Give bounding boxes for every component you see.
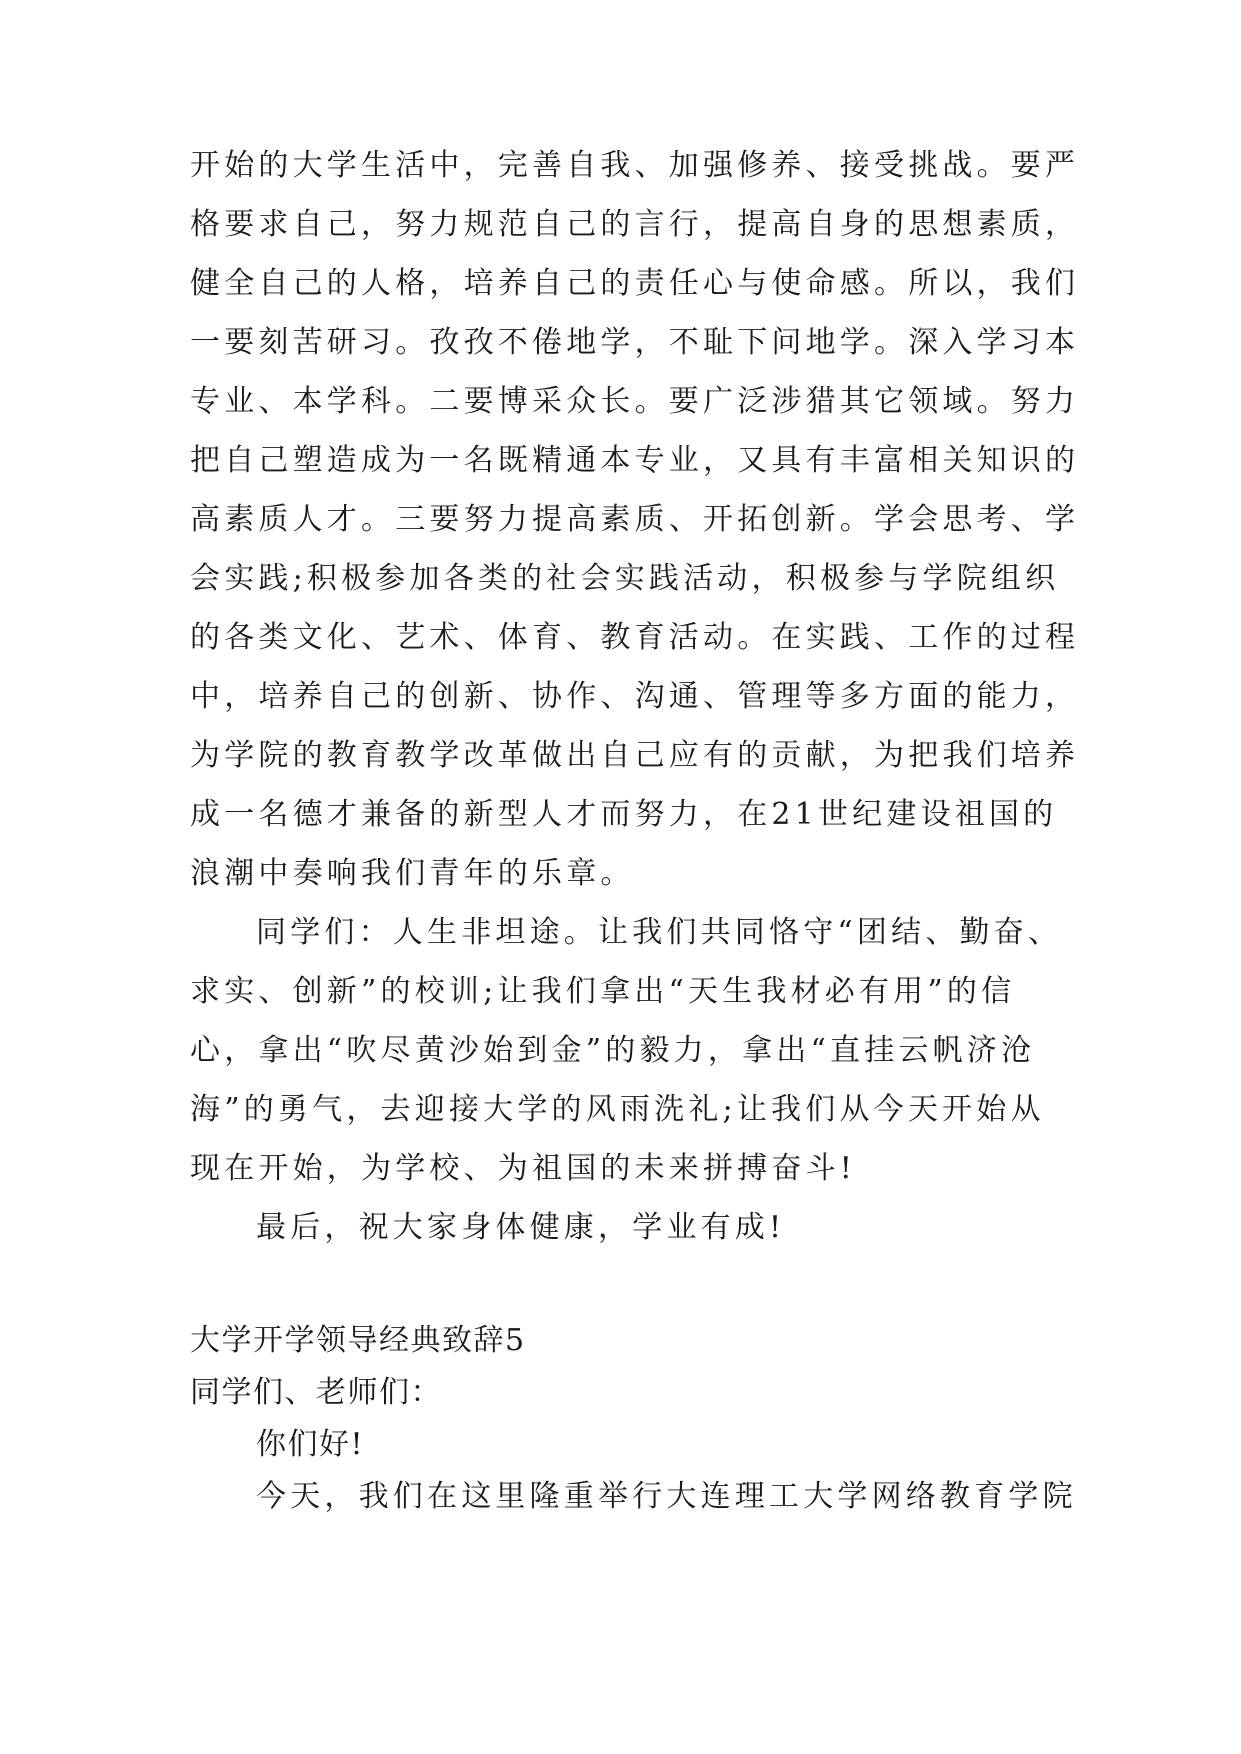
salutation: 同学们、老师们：	[190, 1375, 442, 1410]
text-line: 中，培养自己的创新、协作、沟通、管理等多方面的能力，	[190, 679, 1080, 714]
text-line: 为学院的教育教学改革做出自己应有的贡献，为把我们培养	[190, 738, 1080, 773]
body-paragraph-1	[190, 136, 1080, 903]
text-line: 同学们：人生非坦途。让我们共同恪守“团结、勤奋、	[256, 915, 1063, 950]
text-line: 的各类文化、艺术、体育、教育活动。在实践、工作的过程	[190, 620, 1080, 655]
text-line: 浪潮中奏响我们青年的乐章。	[190, 856, 635, 891]
next-speech-section	[190, 1315, 1077, 1523]
text-line: 成一名德才兼备的新型人才而努力，在21世纪建设祖国的	[190, 797, 1058, 832]
text-line: 求实、创新”的校训;让我们拿出“天生我材必有用”的信	[190, 974, 1016, 1009]
text-line: 把自己塑造成为一名既精通本专业，又具有丰富相关知识的	[190, 443, 1080, 478]
text-line: 现在开始，为学校、为祖国的未来拼搏奋斗!	[190, 1151, 857, 1186]
text-line: 会实践;积极参加各类的社会实践活动，积极参与学院组织	[190, 561, 1060, 596]
opening-line: 今天，我们在这里隆重举行大连理工大学网络教育学院	[256, 1479, 1077, 1514]
text-line: 心，拿出“吹尽黄沙始到金”的毅力，拿出“直挂云帆济沧	[190, 1033, 1036, 1068]
text-line: 健全自己的人格，培养自己的责任心与使命感。所以，我们	[190, 266, 1080, 301]
text-line: 海”的勇气，去迎接大学的风雨洗礼;让我们从今天开始从	[190, 1092, 1045, 1127]
text-line: 专业、本学科。二要博采众长。要广泛涉猎其它领域。努力	[190, 384, 1080, 419]
text-line: 一要刻苦研习。孜孜不倦地学，不耻下问地学。深入学习本	[190, 325, 1080, 360]
closing-line: 最后，祝大家身体健康，学业有成!	[256, 1210, 786, 1245]
text-line: 高素质人才。三要努力提高素质、开拓创新。学会思考、学	[190, 502, 1080, 537]
text-line: 格要求自己，努力规范自己的言行，提高自身的思想素质，	[190, 207, 1080, 242]
section-title: 大学开学领导经典致辞5	[190, 1323, 526, 1358]
text-line: 开始的大学生活中，完善自我、加强修养、接受挑战。要严	[190, 148, 1080, 183]
body-paragraph-2	[190, 903, 1070, 1198]
greeting: 你们好!	[256, 1427, 365, 1462]
closing-paragraph	[190, 1198, 1070, 1257]
